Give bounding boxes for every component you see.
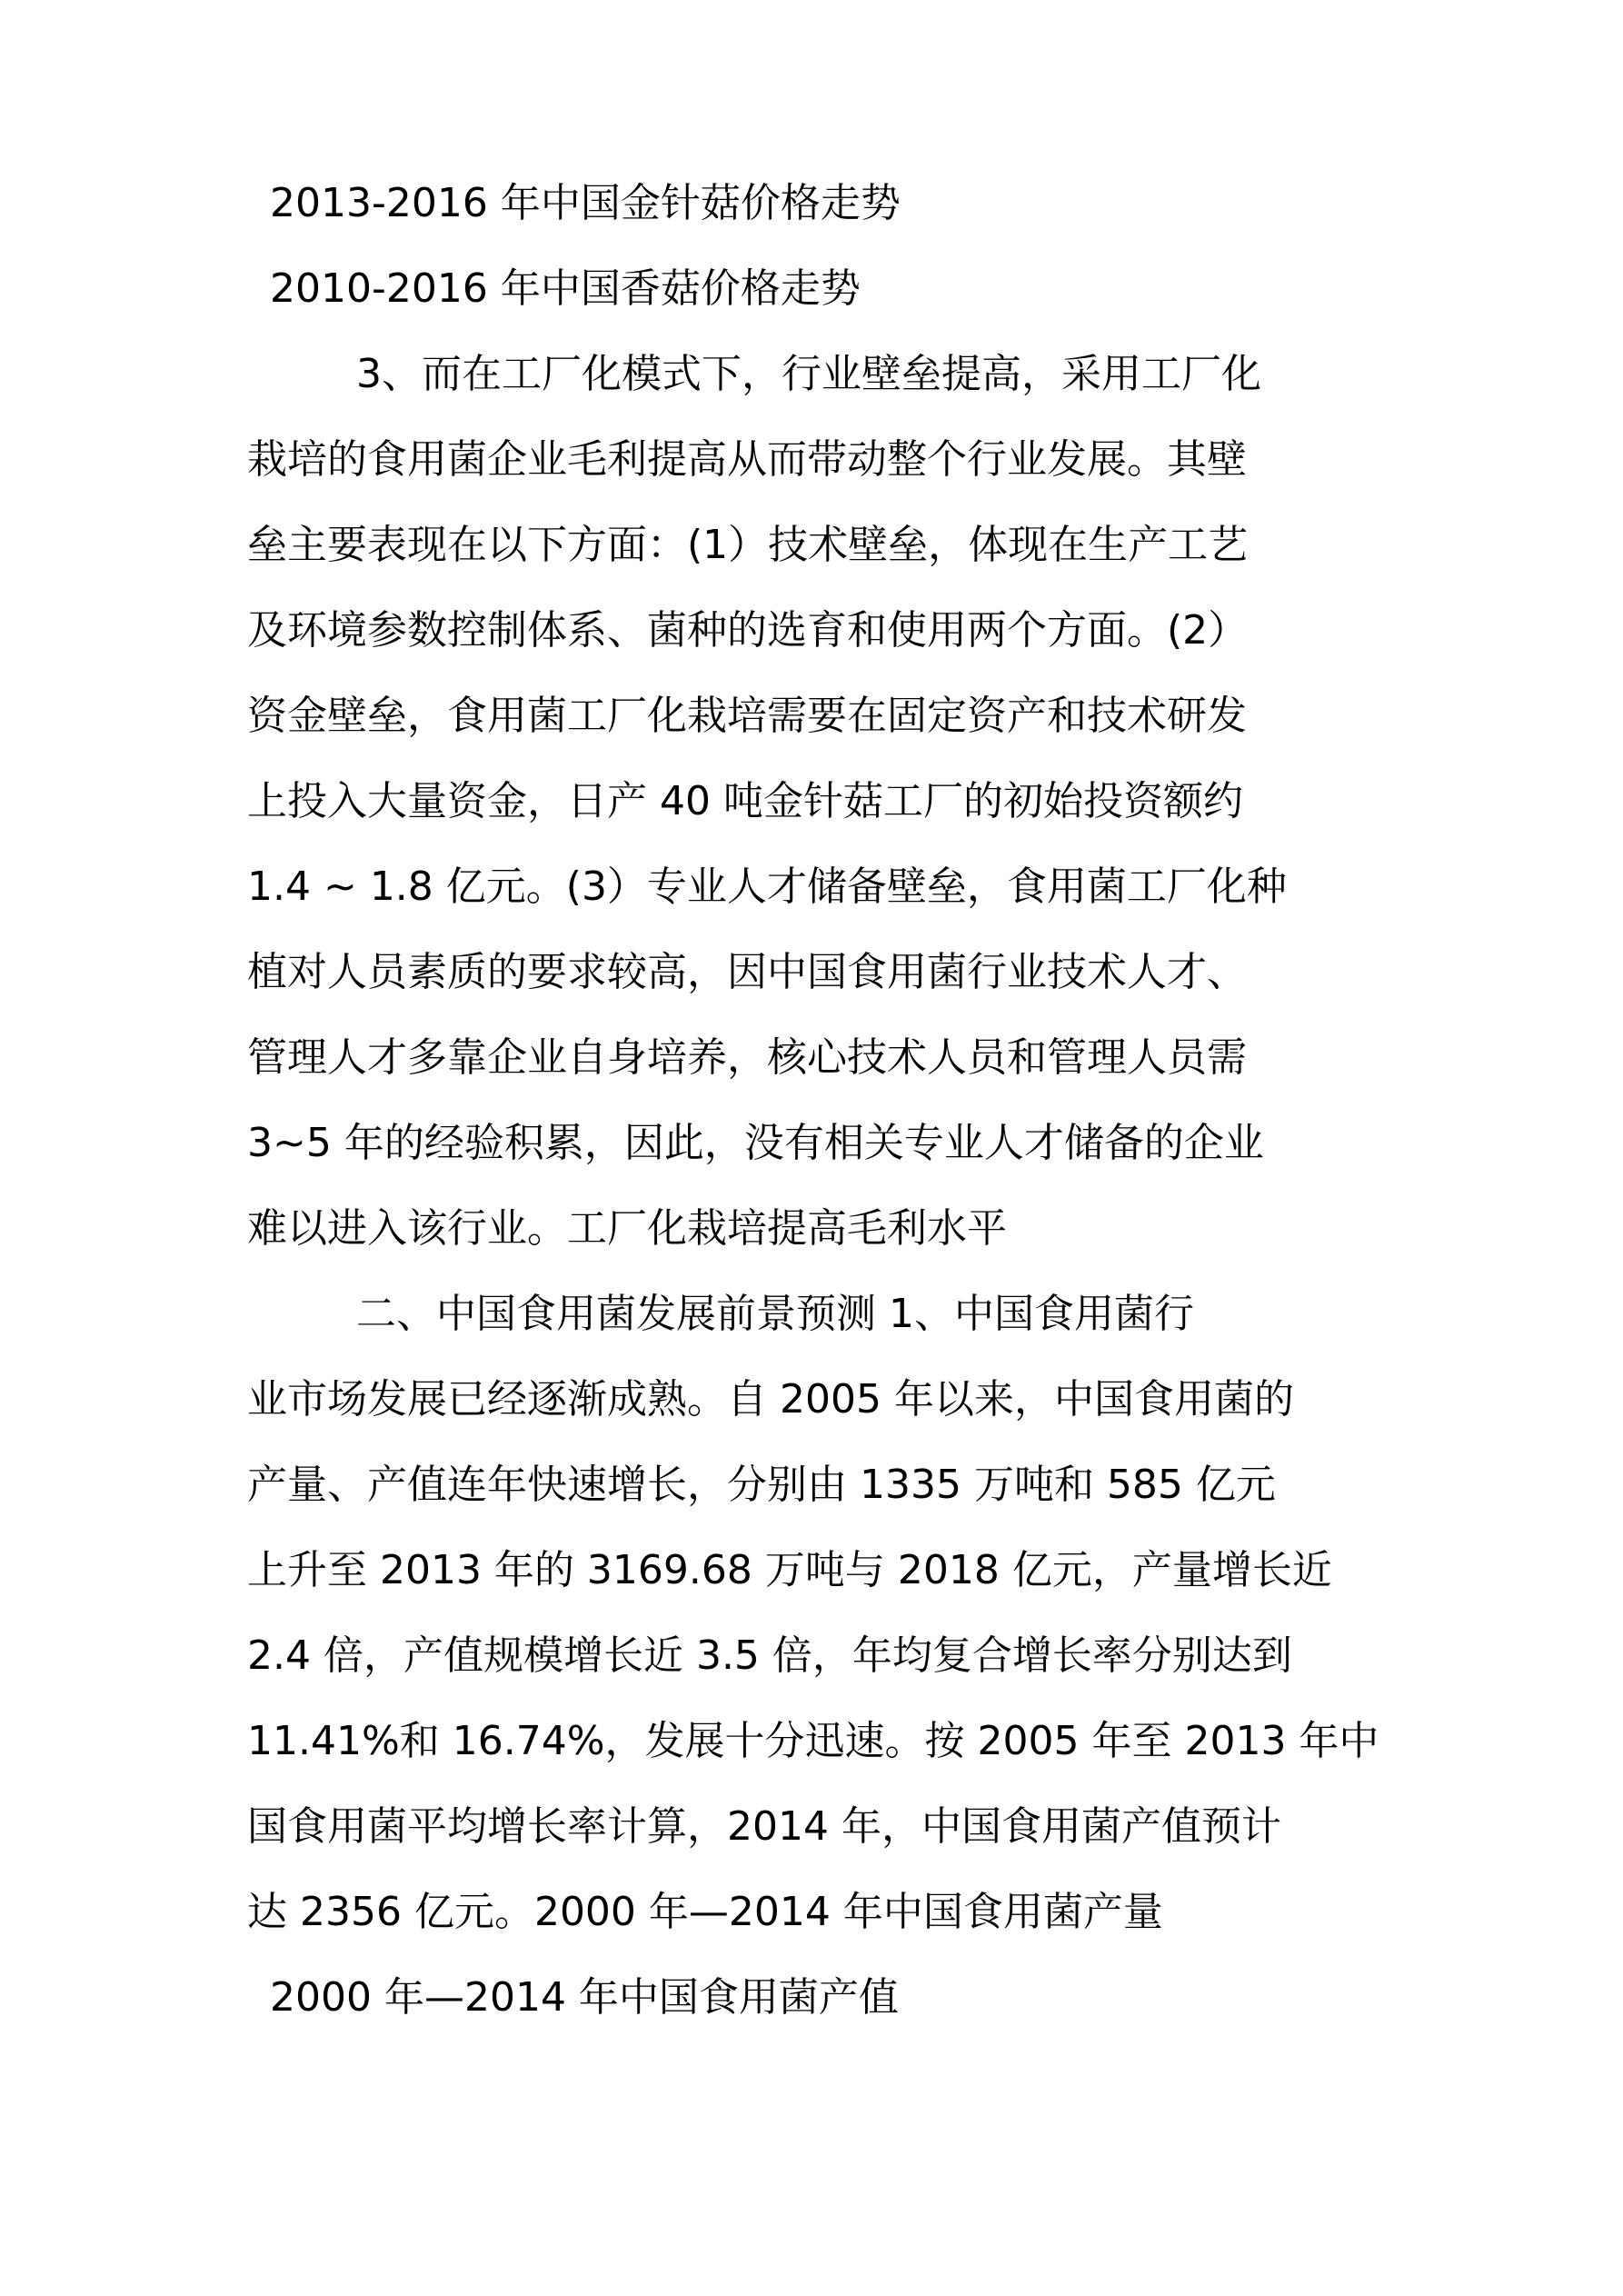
caption-enoki-price-trend: 2013-2016 年中国金针菇价格走势 xyxy=(270,180,901,226)
paragraph-barriers-line: 及环境参数控制体系、菌种的选育和使用两个方面。(2） xyxy=(247,607,1249,654)
paragraph-barriers-line: 1.4 ~ 1.8 亿元。(3）专业人才储备壁垒，食用菌工厂化种 xyxy=(247,863,1287,910)
caption-output-value: 2000 年—2014 年中国食用菌产值 xyxy=(270,1974,899,2021)
paragraph-outlook-line: 2.4 倍，产值规模增长近 3.5 倍，年均复合增长率分别达到 xyxy=(247,1632,1292,1679)
paragraph-barriers-line: 栽培的食用菌企业毛利提高从而带动整个行业发展。其壁 xyxy=(247,436,1247,483)
paragraph-outlook-line: 达 2356 亿元。2000 年—2014 年中国食用菌产量 xyxy=(247,1889,1163,1935)
paragraph-outlook-line: 二、中国食用菌发展前景预测 1、中国食用菌行 xyxy=(356,1291,1194,1337)
paragraph-barriers-line: 3、而在工厂化模式下，行业壁垒提高，采用工厂化 xyxy=(356,351,1261,397)
paragraph-barriers-line: 植对人员素质的要求较高，因中国食用菌行业技术人才、 xyxy=(247,949,1247,995)
paragraph-barriers-line: 上投入大量资金，日产 40 吨金针菇工厂的初始投资额约 xyxy=(247,778,1243,824)
paragraph-outlook-line: 产量、产值连年快速增长，分别由 1335 万吨和 585 亿元 xyxy=(247,1462,1276,1508)
paragraph-barriers-line: 资金壁垒，食用菌工厂化栽培需要在固定资产和技术研发 xyxy=(247,693,1247,739)
paragraph-barriers-line: 难以进入该行业。工厂化栽培提高毛利水平 xyxy=(247,1205,1007,1252)
caption-shiitake-price-trend: 2010-2016 年中国香菇价格走势 xyxy=(270,265,861,312)
paragraph-barriers-line: 管理人才多靠企业自身培养，核心技术人员和管理人员需 xyxy=(247,1034,1247,1081)
paragraph-barriers-line: 3~5 年的经验积累，因此，没有相关专业人才储备的企业 xyxy=(247,1120,1264,1166)
paragraph-outlook-line: 上升至 2013 年的 3169.68 万吨与 2018 亿元，产量增长近 xyxy=(247,1547,1332,1593)
paragraph-outlook-line: 业市场发展已经逐渐成熟。自 2005 年以来，中国食用菌的 xyxy=(247,1376,1294,1423)
paragraph-outlook-line: 国食用菌平均增长率计算，2014 年，中国食用菌产值预计 xyxy=(247,1803,1281,1850)
paragraph-outlook-line: 11.41%和 16.74%，发展十分迅速。按 2005 年至 2013 年中 xyxy=(247,1718,1379,1764)
paragraph-barriers-line: 垒主要表现在以下方面：(1）技术壁垒，体现在生产工艺 xyxy=(247,522,1249,568)
